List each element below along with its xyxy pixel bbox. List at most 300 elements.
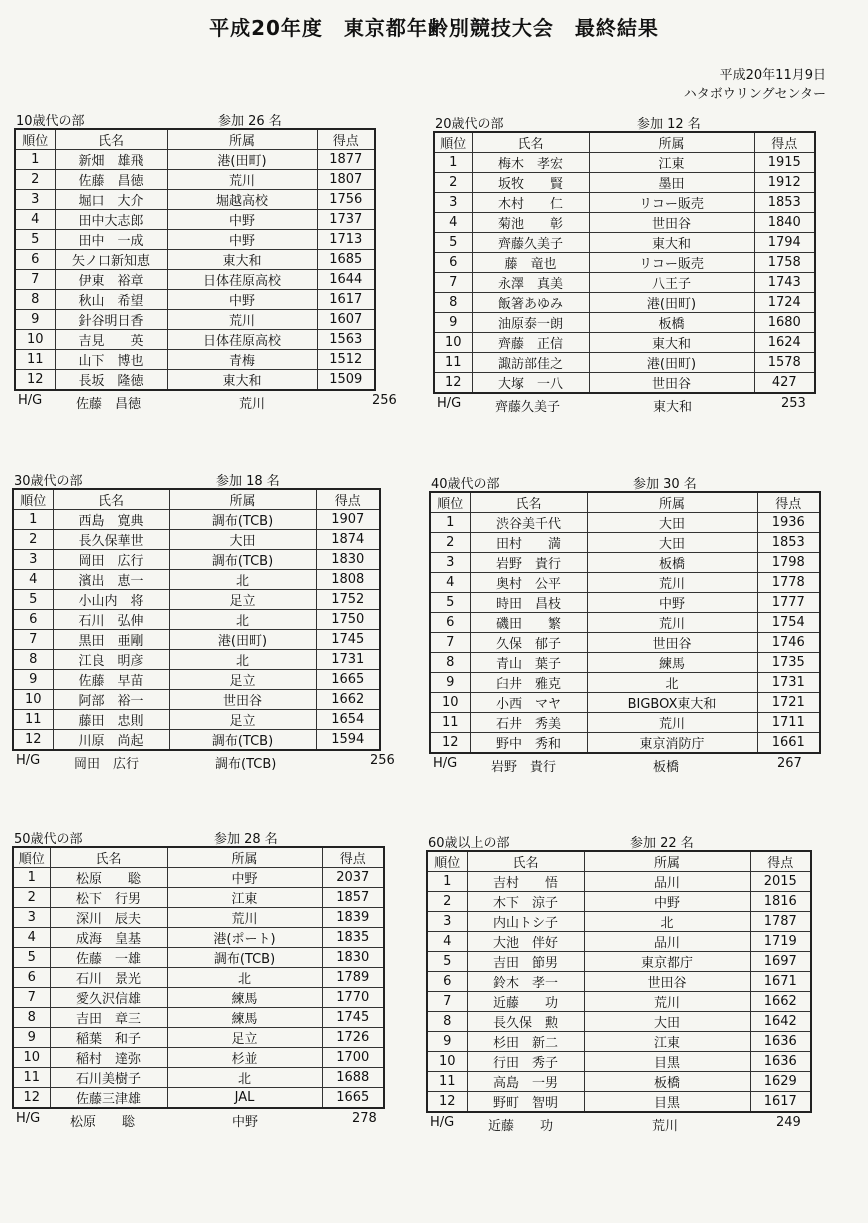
- cell-score: 1835: [322, 928, 384, 948]
- cell-name: 岡田 広行: [53, 550, 169, 570]
- cell-name: 吉田 節男: [467, 952, 584, 972]
- high-game-row: [14, 391, 397, 412]
- cell-club: BIGBOX東大和: [587, 693, 757, 713]
- cell-rank: 3: [13, 550, 53, 570]
- cell-rank: 5: [427, 952, 467, 972]
- cell-club: 東大和: [167, 250, 317, 270]
- cell-name: 石川 景光: [50, 968, 167, 988]
- group-header: [14, 110, 376, 128]
- cell-score: 1750: [316, 610, 380, 630]
- group-header: [426, 832, 812, 850]
- column-header-name: 氏名: [472, 132, 589, 153]
- hg-score: 249: [776, 1115, 801, 1130]
- table-row: [13, 948, 384, 968]
- cell-name: 大塚 一八: [472, 373, 589, 394]
- group-category: 30歳代の部: [14, 474, 83, 489]
- cell-name: 渋谷美千代: [470, 513, 587, 533]
- cell-score: 1665: [322, 1088, 384, 1109]
- participant-count: 参加 22 名: [630, 836, 694, 851]
- cell-club: 青梅: [167, 350, 317, 370]
- cell-club: 大田: [584, 1012, 750, 1032]
- cell-score: 1671: [750, 972, 811, 992]
- cell-rank: 9: [15, 310, 55, 330]
- hg-name: 岩野 貴行: [491, 760, 557, 775]
- cell-name: 行田 秀子: [467, 1052, 584, 1072]
- table-row: [13, 1008, 384, 1028]
- cell-name: 長久保華世: [53, 530, 169, 550]
- cell-name: 山下 博也: [55, 350, 167, 370]
- cell-rank: 5: [430, 593, 470, 613]
- cell-score: 1877: [317, 150, 375, 170]
- cell-name: 針谷明日香: [55, 310, 167, 330]
- table-row: [13, 590, 380, 610]
- cell-club: 大田: [169, 530, 316, 550]
- cell-rank: 1: [15, 150, 55, 170]
- cell-rank: 10: [15, 330, 55, 350]
- hg-name: 近藤 功: [488, 1119, 554, 1134]
- cell-name: 菊池 彰: [472, 213, 589, 233]
- cell-rank: 3: [15, 190, 55, 210]
- cell-score: 1688: [322, 1068, 384, 1088]
- cell-club: 港(ポート): [167, 928, 322, 948]
- cell-score: 1839: [322, 908, 384, 928]
- cell-club: 世田谷: [169, 690, 316, 710]
- cell-club: 墨田: [589, 173, 754, 193]
- cell-score: 1624: [754, 333, 815, 353]
- table-row: [434, 333, 815, 353]
- hg-score: 267: [777, 756, 802, 771]
- table-row: [427, 1072, 811, 1092]
- cell-name: 大池 伴好: [467, 932, 584, 952]
- group-category: 10歳代の部: [16, 114, 85, 129]
- cell-score: 1617: [750, 1092, 811, 1113]
- cell-rank: 8: [13, 650, 53, 670]
- cell-name: 油原泰一朗: [472, 313, 589, 333]
- cell-name: 奥村 公平: [470, 573, 587, 593]
- table-row: [427, 952, 811, 972]
- cell-club: 板橋: [584, 1072, 750, 1092]
- hg-label: H/G: [18, 393, 43, 408]
- cell-rank: 10: [13, 1048, 50, 1068]
- cell-rank: 8: [15, 290, 55, 310]
- table-row: [15, 170, 375, 190]
- cell-rank: 6: [13, 968, 50, 988]
- table-row: [13, 988, 384, 1008]
- hg-club: 中野: [232, 1115, 259, 1130]
- column-header-score: 得点: [750, 851, 811, 872]
- table-row: [427, 1012, 811, 1032]
- cell-rank: 4: [13, 570, 53, 590]
- cell-rank: 12: [15, 370, 55, 391]
- cell-rank: 4: [434, 213, 472, 233]
- participant-count: 参加 30 名: [633, 477, 697, 492]
- table-row: [430, 633, 820, 653]
- cell-club: 世田谷: [584, 972, 750, 992]
- cell-name: 木村 仁: [472, 193, 589, 213]
- cell-club: 世田谷: [589, 213, 754, 233]
- table-row: [427, 872, 811, 892]
- hg-score: 278: [352, 1111, 377, 1126]
- cell-rank: 5: [13, 948, 50, 968]
- participant-count: 参加 28 名: [214, 832, 278, 847]
- cell-club: 中野: [167, 868, 322, 888]
- hg-club: 東大和: [653, 400, 693, 415]
- cell-name: 稲葉 和子: [50, 1028, 167, 1048]
- page-title: 平成20年度 東京都年齢別競技大会 最終結果: [209, 16, 659, 40]
- table-row: [13, 1088, 384, 1109]
- table-row: [427, 1092, 811, 1113]
- cell-club: 大田: [587, 533, 757, 553]
- cell-rank: 2: [434, 173, 472, 193]
- cell-rank: 8: [427, 1012, 467, 1032]
- table-row: [13, 630, 380, 650]
- table-row: [15, 190, 375, 210]
- cell-score: 1752: [316, 590, 380, 610]
- header-row: [15, 129, 375, 150]
- table-row: [13, 730, 380, 751]
- cell-club: 調布(TCB): [169, 730, 316, 751]
- cell-score: 1719: [750, 932, 811, 952]
- cell-club: 江東: [589, 153, 754, 173]
- table-row: [427, 992, 811, 1012]
- cell-name: 諏訪部佳之: [472, 353, 589, 373]
- table-row: [430, 593, 820, 613]
- cell-name: 松下 行男: [50, 888, 167, 908]
- cell-name: 久保 郁子: [470, 633, 587, 653]
- date-venue-block: [684, 66, 826, 104]
- cell-name: 磯田 繁: [470, 613, 587, 633]
- column-header-name: 氏名: [467, 851, 584, 872]
- cell-name: 堀口 大介: [55, 190, 167, 210]
- column-header-score: 得点: [757, 492, 820, 513]
- cell-score: 1685: [317, 250, 375, 270]
- cell-rank: 10: [434, 333, 472, 353]
- table-row: [15, 290, 375, 310]
- hg-club: 荒川: [652, 1119, 679, 1134]
- cell-rank: 9: [430, 673, 470, 693]
- cell-rank: 4: [13, 928, 50, 948]
- cell-name: 深川 辰夫: [50, 908, 167, 928]
- cell-rank: 5: [15, 230, 55, 250]
- column-header-rank: 順位: [434, 132, 472, 153]
- cell-club: 練馬: [587, 653, 757, 673]
- cell-score: 1754: [757, 613, 820, 633]
- cell-score: 1778: [757, 573, 820, 593]
- cell-name: 川原 尚起: [53, 730, 169, 751]
- table-row: [13, 690, 380, 710]
- cell-score: 1853: [757, 533, 820, 553]
- table-row: [13, 1048, 384, 1068]
- cell-rank: 10: [430, 693, 470, 713]
- cell-rank: 1: [434, 153, 472, 173]
- cell-club: 日体荏原高校: [167, 270, 317, 290]
- cell-club: 港(田町): [589, 353, 754, 373]
- cell-club: 東京消防庁: [587, 733, 757, 754]
- cell-rank: 8: [430, 653, 470, 673]
- high-game-row: [426, 1113, 812, 1133]
- cell-name: 藤田 忠則: [53, 710, 169, 730]
- table-row: [13, 550, 380, 570]
- table-row: [13, 670, 380, 690]
- column-header-club: 所属: [587, 492, 757, 513]
- cell-name: 長久保 勲: [467, 1012, 584, 1032]
- cell-club: 世田谷: [589, 373, 754, 394]
- cell-score: 1745: [322, 1008, 384, 1028]
- table-row: [15, 370, 375, 391]
- table-row: [13, 908, 384, 928]
- cell-rank: 7: [427, 992, 467, 1012]
- column-header-rank: 順位: [13, 847, 50, 868]
- cell-rank: 11: [13, 710, 53, 730]
- results-table: [433, 131, 816, 394]
- cell-score: 1807: [317, 170, 375, 190]
- column-header-score: 得点: [754, 132, 815, 153]
- cell-score: 1636: [750, 1052, 811, 1072]
- table-row: [434, 193, 815, 213]
- high-game-row: [429, 754, 821, 774]
- cell-score: 1662: [750, 992, 811, 1012]
- table-row: [13, 610, 380, 630]
- cell-name: 内山トシ子: [467, 912, 584, 932]
- cell-club: 東京都庁: [584, 952, 750, 972]
- cell-name: 高島 一男: [467, 1072, 584, 1092]
- cell-club: 中野: [584, 892, 750, 912]
- cell-club: 東大和: [167, 370, 317, 391]
- cell-name: 伊東 裕章: [55, 270, 167, 290]
- table-row: [13, 530, 380, 550]
- cell-name: 杉田 新二: [467, 1032, 584, 1052]
- header-row: [434, 132, 815, 153]
- group-category: 40歳代の部: [431, 477, 500, 492]
- cell-score: 1777: [757, 593, 820, 613]
- cell-name: 木下 涼子: [467, 892, 584, 912]
- cell-club: 港(田町): [589, 293, 754, 313]
- table-row: [13, 570, 380, 590]
- cell-club: 北: [169, 610, 316, 630]
- cell-score: 1629: [750, 1072, 811, 1092]
- table-row: [427, 932, 811, 952]
- cell-score: 1665: [316, 670, 380, 690]
- column-header-club: 所属: [584, 851, 750, 872]
- cell-club: 足立: [169, 590, 316, 610]
- cell-score: 1912: [754, 173, 815, 193]
- hg-label: H/G: [16, 753, 41, 768]
- hg-score: 256: [370, 753, 395, 768]
- cell-score: 1661: [757, 733, 820, 754]
- cell-rank: 11: [427, 1072, 467, 1092]
- cell-score: 1737: [317, 210, 375, 230]
- cell-name: 坂牧 賢: [472, 173, 589, 193]
- cell-rank: 12: [427, 1092, 467, 1113]
- table-row: [434, 233, 815, 253]
- cell-score: 1642: [750, 1012, 811, 1032]
- table-row: [434, 213, 815, 233]
- table-row: [430, 733, 820, 754]
- cell-score: 1731: [757, 673, 820, 693]
- cell-rank: 8: [13, 1008, 50, 1028]
- cell-rank: 6: [430, 613, 470, 633]
- table-row: [13, 510, 380, 530]
- age-group-6: [426, 832, 812, 1133]
- cell-rank: 2: [13, 530, 53, 550]
- cell-score: 427: [754, 373, 815, 394]
- cell-score: 1857: [322, 888, 384, 908]
- cell-score: 1697: [750, 952, 811, 972]
- table-row: [434, 373, 815, 394]
- cell-rank: 8: [434, 293, 472, 313]
- cell-name: 梅木 孝宏: [472, 153, 589, 173]
- cell-name: 吉見 英: [55, 330, 167, 350]
- table-row: [427, 912, 811, 932]
- cell-club: 調布(TCB): [167, 948, 322, 968]
- cell-score: 2037: [322, 868, 384, 888]
- cell-club: 杉並: [167, 1048, 322, 1068]
- cell-club: 北: [584, 912, 750, 932]
- group-category: 60歳以上の部: [428, 836, 510, 851]
- cell-club: リコー販売: [589, 253, 754, 273]
- table-row: [13, 888, 384, 908]
- cell-rank: 12: [434, 373, 472, 394]
- cell-name: 成海 皇基: [50, 928, 167, 948]
- group-category: 50歳代の部: [14, 832, 83, 847]
- cell-score: 1680: [754, 313, 815, 333]
- cell-club: 港(田町): [167, 150, 317, 170]
- cell-club: 品川: [584, 872, 750, 892]
- event-venue: ハタボウリングセンター: [683, 87, 826, 102]
- cell-name: 佐藤 昌徳: [55, 170, 167, 190]
- cell-score: 1756: [317, 190, 375, 210]
- hg-label: H/G: [430, 1115, 455, 1130]
- cell-score: 1770: [322, 988, 384, 1008]
- table-row: [15, 350, 375, 370]
- cell-rank: 6: [15, 250, 55, 270]
- cell-rank: 11: [13, 1068, 50, 1088]
- cell-rank: 2: [427, 892, 467, 912]
- header-row: [13, 489, 380, 510]
- table-row: [430, 653, 820, 673]
- cell-score: 1724: [754, 293, 815, 313]
- cell-score: 1726: [322, 1028, 384, 1048]
- cell-club: 荒川: [167, 908, 322, 928]
- cell-club: 世田谷: [587, 633, 757, 653]
- cell-score: 1636: [750, 1032, 811, 1052]
- cell-name: 齊藤 正信: [472, 333, 589, 353]
- table-row: [13, 710, 380, 730]
- age-group-4: [429, 473, 821, 774]
- participant-count: 参加 26 名: [218, 114, 282, 129]
- cell-club: 練馬: [167, 1008, 322, 1028]
- cell-club: 北: [169, 570, 316, 590]
- cell-club: 荒川: [584, 992, 750, 1012]
- cell-club: 港(田町): [169, 630, 316, 650]
- table-row: [15, 210, 375, 230]
- cell-name: 吉田 章三: [50, 1008, 167, 1028]
- cell-rank: 9: [427, 1032, 467, 1052]
- column-header-rank: 順位: [15, 129, 55, 150]
- cell-name: 田中 一成: [55, 230, 167, 250]
- cell-rank: 1: [13, 868, 50, 888]
- table-row: [13, 650, 380, 670]
- cell-club: 中野: [587, 593, 757, 613]
- results-table: [426, 850, 812, 1113]
- hg-score: 256: [372, 393, 397, 408]
- results-table: [12, 488, 381, 751]
- results-table: [12, 846, 385, 1109]
- cell-rank: 11: [434, 353, 472, 373]
- cell-score: 1746: [757, 633, 820, 653]
- cell-rank: 5: [434, 233, 472, 253]
- column-header-score: 得点: [316, 489, 380, 510]
- cell-score: 1607: [317, 310, 375, 330]
- cell-rank: 4: [15, 210, 55, 230]
- table-row: [434, 273, 815, 293]
- cell-name: 矢ノ口新知恵: [55, 250, 167, 270]
- cell-rank: 6: [434, 253, 472, 273]
- cell-rank: 12: [13, 730, 53, 751]
- cell-name: 黒田 亜剛: [53, 630, 169, 650]
- cell-name: 長坂 隆徳: [55, 370, 167, 391]
- cell-rank: 11: [430, 713, 470, 733]
- cell-score: 1874: [316, 530, 380, 550]
- hg-club: 調布(TCB): [215, 757, 277, 772]
- cell-rank: 2: [13, 888, 50, 908]
- cell-rank: 12: [13, 1088, 50, 1109]
- cell-club: 東大和: [589, 333, 754, 353]
- column-header-score: 得点: [322, 847, 384, 868]
- table-row: [430, 513, 820, 533]
- high-game-row: [12, 751, 395, 772]
- cell-rank: 12: [430, 733, 470, 754]
- cell-score: 1816: [750, 892, 811, 912]
- hg-name: 岡田 広行: [74, 757, 140, 772]
- cell-club: 目黒: [584, 1052, 750, 1072]
- cell-rank: 1: [427, 872, 467, 892]
- cell-score: 1735: [757, 653, 820, 673]
- cell-name: 鈴木 孝一: [467, 972, 584, 992]
- table-row: [427, 972, 811, 992]
- cell-rank: 4: [427, 932, 467, 952]
- table-row: [13, 928, 384, 948]
- column-header-club: 所属: [167, 129, 317, 150]
- column-header-club: 所属: [167, 847, 322, 868]
- event-date: 平成20年11月9日: [719, 68, 826, 83]
- table-row: [434, 153, 815, 173]
- cell-club: 江東: [584, 1032, 750, 1052]
- cell-club: 北: [167, 1068, 322, 1088]
- cell-name: 吉村 悟: [467, 872, 584, 892]
- cell-score: 1578: [754, 353, 815, 373]
- cell-club: 荒川: [587, 713, 757, 733]
- table-row: [430, 713, 820, 733]
- cell-score: 1830: [316, 550, 380, 570]
- cell-rank: 2: [15, 170, 55, 190]
- cell-name: 岩野 貴行: [470, 553, 587, 573]
- cell-rank: 7: [13, 988, 50, 1008]
- cell-score: 1789: [322, 968, 384, 988]
- cell-rank: 3: [13, 908, 50, 928]
- high-game-row: [433, 394, 816, 414]
- cell-score: 1853: [754, 193, 815, 213]
- cell-score: 1617: [317, 290, 375, 310]
- cell-score: 1662: [316, 690, 380, 710]
- cell-rank: 10: [427, 1052, 467, 1072]
- cell-score: 1808: [316, 570, 380, 590]
- column-header-name: 氏名: [55, 129, 167, 150]
- cell-rank: 1: [430, 513, 470, 533]
- column-header-score: 得点: [317, 129, 375, 150]
- table-row: [434, 253, 815, 273]
- hg-name: 松原 聡: [70, 1115, 136, 1130]
